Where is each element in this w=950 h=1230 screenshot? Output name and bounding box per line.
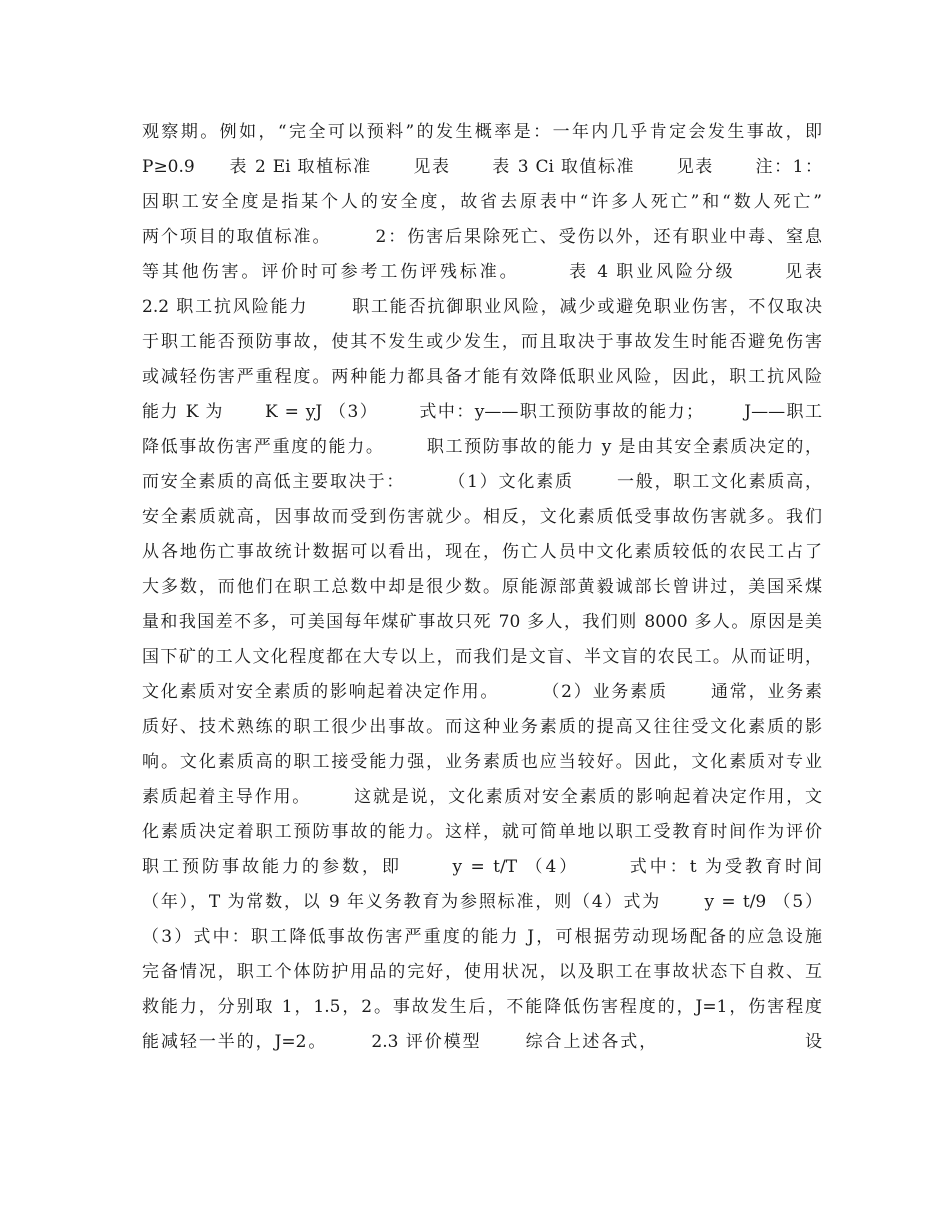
text-line: 大多数，而他们在职工总数中却是很少数。原能源部黄毅诚部长曾讲过，美国采煤 xyxy=(142,577,822,597)
text-line: 化素质决定着职工预防事故的能力。这样，就可简单地以职工受教育时间作为评价 xyxy=(142,822,822,842)
text-line: 能力 K 为 K = yJ （3） 式中：y——职工预防事故的能力； J——职工 xyxy=(142,402,822,422)
text-line: 响。文化素质高的职工接受能力强，业务素质也应当较好。因此，文化素质对专业 xyxy=(142,752,822,772)
text-line: 等其他伤害。评价时可参考工伤评残标准。 表 4 职业风险分级 见表 xyxy=(142,262,822,282)
text-line: 完备情况，职工个体防护用品的完好，使用状况，以及职工在事故状态下自救、互 xyxy=(142,962,822,982)
text-line: 质好、技术熟练的职工很少出事故。而这种业务素质的提高又往往受文化素质的影 xyxy=(142,717,822,737)
text-line: 从各地伤亡事故统计数据可以看出，现在，伤亡人员中文化素质较低的农民工占了 xyxy=(142,542,822,562)
text-line: 于职工能否预防事故，使其不发生或少发生，而且取决于事故发生时能否避免伤害 xyxy=(142,332,822,352)
text-line: 或减轻伤害严重程度。两种能力都具备才能有效降低职业风险，因此，职工抗风险 xyxy=(142,367,822,387)
text-line: 两个项目的取值标准。 2：伤害后果除死亡、受伤以外，还有职业中毒、窒息 xyxy=(142,227,822,247)
text-line: 职工预防事故能力的参数，即 y = t/T （4） 式中：t 为受教育时间 xyxy=(142,857,822,877)
text-line: （年），T 为常数，以 9 年义务教育为参照标准，则（4）式为 y = t/9 （5） xyxy=(142,892,822,912)
text-line: 因职工安全度是指某个人的安全度，故省去原表中“许多人死亡”和“数人死亡” xyxy=(142,192,822,212)
text-line: 能减轻一半的，J=2。 2.3 评价模型 综合上述各式， 设 xyxy=(142,1032,822,1052)
text-line: 观察期。例如，“完全可以预料”的发生概率是：一年内几乎肯定会发生事故，即 xyxy=(142,122,822,142)
text-line: 而安全素质的高低主要取决于： （1）文化素质 一般，职工文化素质高， xyxy=(142,472,822,492)
text-line: 安全素质就高，因事故而受到伤害就少。相反，文化素质低受事故伤害就多。我们 xyxy=(142,507,822,527)
text-line: 国下矿的工人文化程度都在大专以上，而我们是文盲、半文盲的农民工。从而证明， xyxy=(142,647,822,667)
text-line: 文化素质对安全素质的影响起着决定作用。 （2）业务素质 通常，业务素 xyxy=(142,682,822,702)
text-line: 降低事故伤害严重度的能力。 职工预防事故的能力 y 是由其安全素质决定的， xyxy=(142,437,822,457)
text-line: （3）式中：职工降低事故伤害严重度的能力 J，可根据劳动现场配备的应急设施 xyxy=(142,927,822,947)
text-line: 救能力，分别取 1，1.5，2。事故发生后，不能降低伤害程度的，J=1，伤害程度 xyxy=(142,997,822,1017)
text-line: P≥0.9 表 2 Ei 取植标准 见表 表 3 Ci 取值标准 见表 注：1： xyxy=(142,157,822,177)
text-line: 量和我国差不多，可美国每年煤矿事故只死 70 多人，我们则 8000 多人。原因是美 xyxy=(142,612,822,632)
text-line: 2.2 职工抗风险能力 职工能否抗御职业风险，减少或避免职业伤害，不仅取决 xyxy=(142,297,822,317)
text-line: 素质起着主导作用。 这就是说，文化素质对安全素质的影响起着决定作用，文 xyxy=(142,787,822,807)
